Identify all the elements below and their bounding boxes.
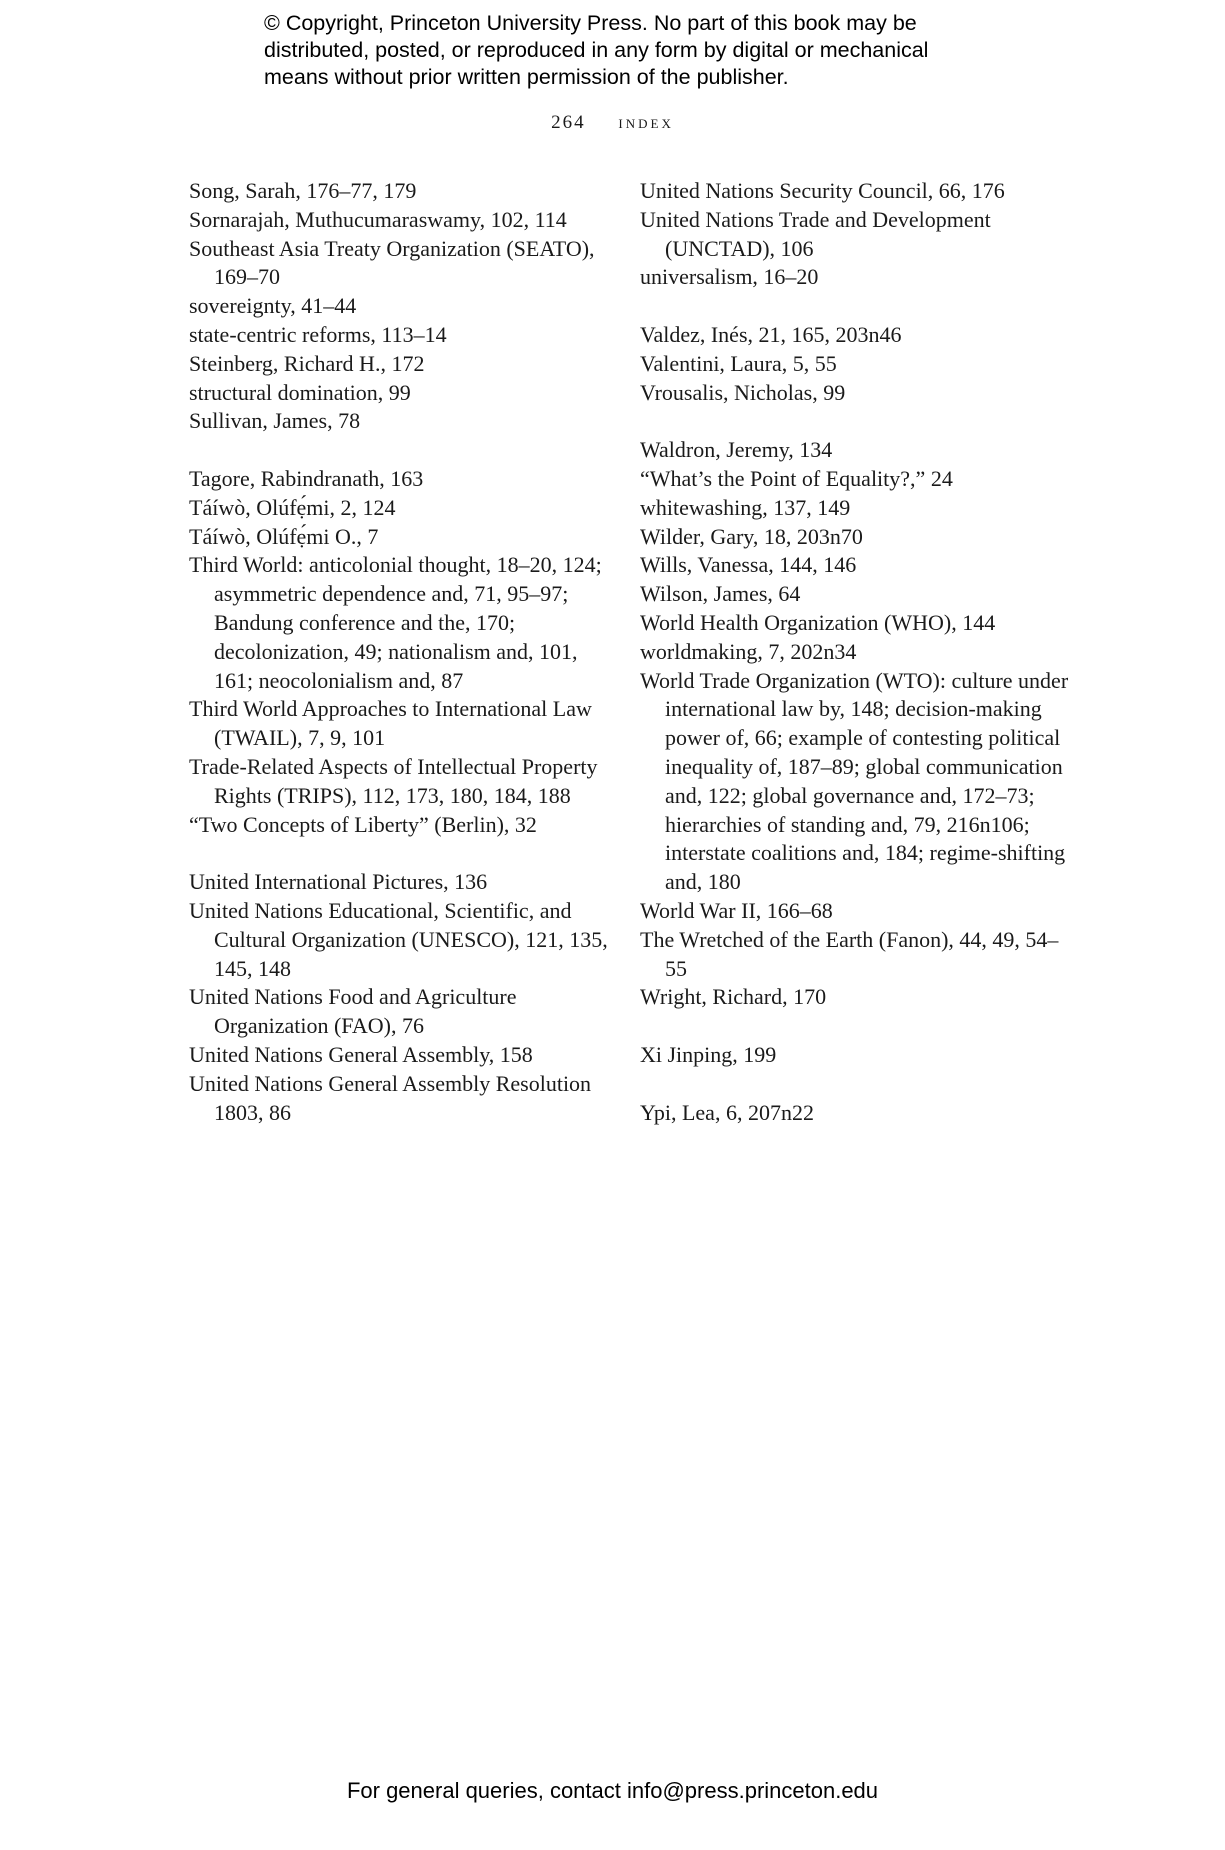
index-entry: sovereignty, 41–44 (189, 293, 357, 319)
index-entry: World Trade Organization (WTO): culture under international law by, 148; decision-making power of, 66; example of contesting political inequality of, 187–89; global communication and, 122; global governance and, 172–73; hierarchies of standing and, 79, 216n106; interstate coalitions and, 184; regime-shifting and, 180 (640, 667, 1069, 895)
index-entry: Táíwò, Olúfẹ́mi, 2, 124 (189, 494, 396, 520)
index-column-right (640, 177, 1070, 1127)
index-entry: whitewashing, 137, 149 (640, 494, 851, 520)
index-entry: Wills, Vanessa, 144, 146 (640, 552, 857, 578)
index-entry: United Nations General Assembly Resolution 1803, 86 (189, 1070, 592, 1125)
letter-group-gap (640, 407, 1070, 436)
copyright-line: distributed, posted, or reproduced in any form by digital or mechanical (264, 38, 929, 62)
index-entry: United Nations Trade and Development (UNCTAD), 106 (640, 206, 991, 261)
index-entry: World Health Organization (WHO), 144 (640, 609, 996, 635)
index-entry: Waldron, Jeremy, 134 (640, 437, 833, 463)
index-entry: “What’s the Point of Equality?,” 24 (640, 465, 953, 491)
index-entry: Wilder, Gary, 18, 203n70 (640, 523, 863, 549)
index-entry: Southeast Asia Treaty Organization (SEATO), 169–70 (189, 235, 595, 290)
index-entry: World War II, 166–68 (640, 897, 833, 923)
index-entry: Song, Sarah, 176–77, 179 (189, 178, 417, 203)
copyright-line: means without prior written permission of the publisher. (264, 65, 789, 89)
index-entry: worldmaking, 7, 202n34 (640, 638, 857, 664)
letter-group-gap (189, 436, 609, 465)
page-number: 264 (551, 112, 586, 133)
copyright-notice (264, 10, 1024, 91)
index-entry: Táíwò, Olúfẹ́mi O., 7 (189, 523, 379, 549)
index-entry: United Nations General Assembly, 158 (189, 1041, 533, 1067)
running-head (0, 112, 1225, 134)
index-entry: Sornarajah, Muthucumaraswamy, 102, 114 (189, 206, 567, 232)
letter-group-gap (640, 1012, 1070, 1041)
index-entry: structural domination, 99 (189, 379, 411, 405)
index-entry: United International Pictures, 136 (189, 869, 488, 895)
index-entry: Valentini, Laura, 5, 55 (640, 350, 837, 376)
index-column-left (189, 177, 609, 1127)
index-entry: “Two Concepts of Liberty” (Berlin), 32 (189, 811, 537, 837)
index-entry: Ypi, Lea, 6, 207n22 (640, 1099, 814, 1125)
footer-contact: For general queries, contact info@press.princeton.edu (346, 1778, 879, 1803)
index-entry: Trade-Related Aspects of Intellectual Property Rights (TRIPS), 112, 173, 180, 184, 188 (189, 753, 598, 808)
index-entry: United Nations Security Council, 66, 176 (640, 178, 1005, 203)
letter-group-gap (640, 292, 1070, 321)
index-entry: Sullivan, James, 78 (189, 408, 361, 434)
index-entry: Wilson, James, 64 (640, 581, 801, 607)
index-entry: The Wretched of the Earth (Fanon), 44, 49, 54–55 (640, 926, 1059, 981)
index-entry: Vrousalis, Nicholas, 99 (640, 379, 846, 405)
index-entry: United Nations Educational, Scientific, and Cultural Organization (UNESCO), 121, 135, 145, 148 (189, 897, 608, 981)
letter-group-gap (640, 1070, 1070, 1099)
index-entry: Xi Jinping, 199 (640, 1041, 777, 1067)
index-entry: Third World Approaches to International Law (TWAIL), 7, 9, 101 (189, 696, 592, 751)
index-entry: universalism, 16–20 (640, 264, 819, 290)
running-head-title: index (618, 112, 674, 133)
index-entry: state-centric reforms, 113–14 (189, 321, 447, 347)
index-entry: Steinberg, Richard H., 172 (189, 350, 425, 376)
index-entry: Wright, Richard, 170 (640, 984, 827, 1010)
index-entry: United Nations Food and Agriculture Organization (FAO), 76 (189, 984, 517, 1039)
copyright-line: © Copyright, Princeton University Press. No part of this book may be (264, 11, 917, 35)
letter-group-gap (189, 839, 609, 868)
index-entry: Tagore, Rabindranath, 163 (189, 465, 424, 491)
index-entry: Third World: anticolonial thought, 18–20, 124; asymmetric dependence and, 71, 95–97; Bandung conference and the, 170; decolonization, 49; nationalism and, 101, 161; neocolonialism and, 87 (189, 552, 602, 693)
index-entry: Valdez, Inés, 21, 165, 203n46 (640, 321, 902, 347)
